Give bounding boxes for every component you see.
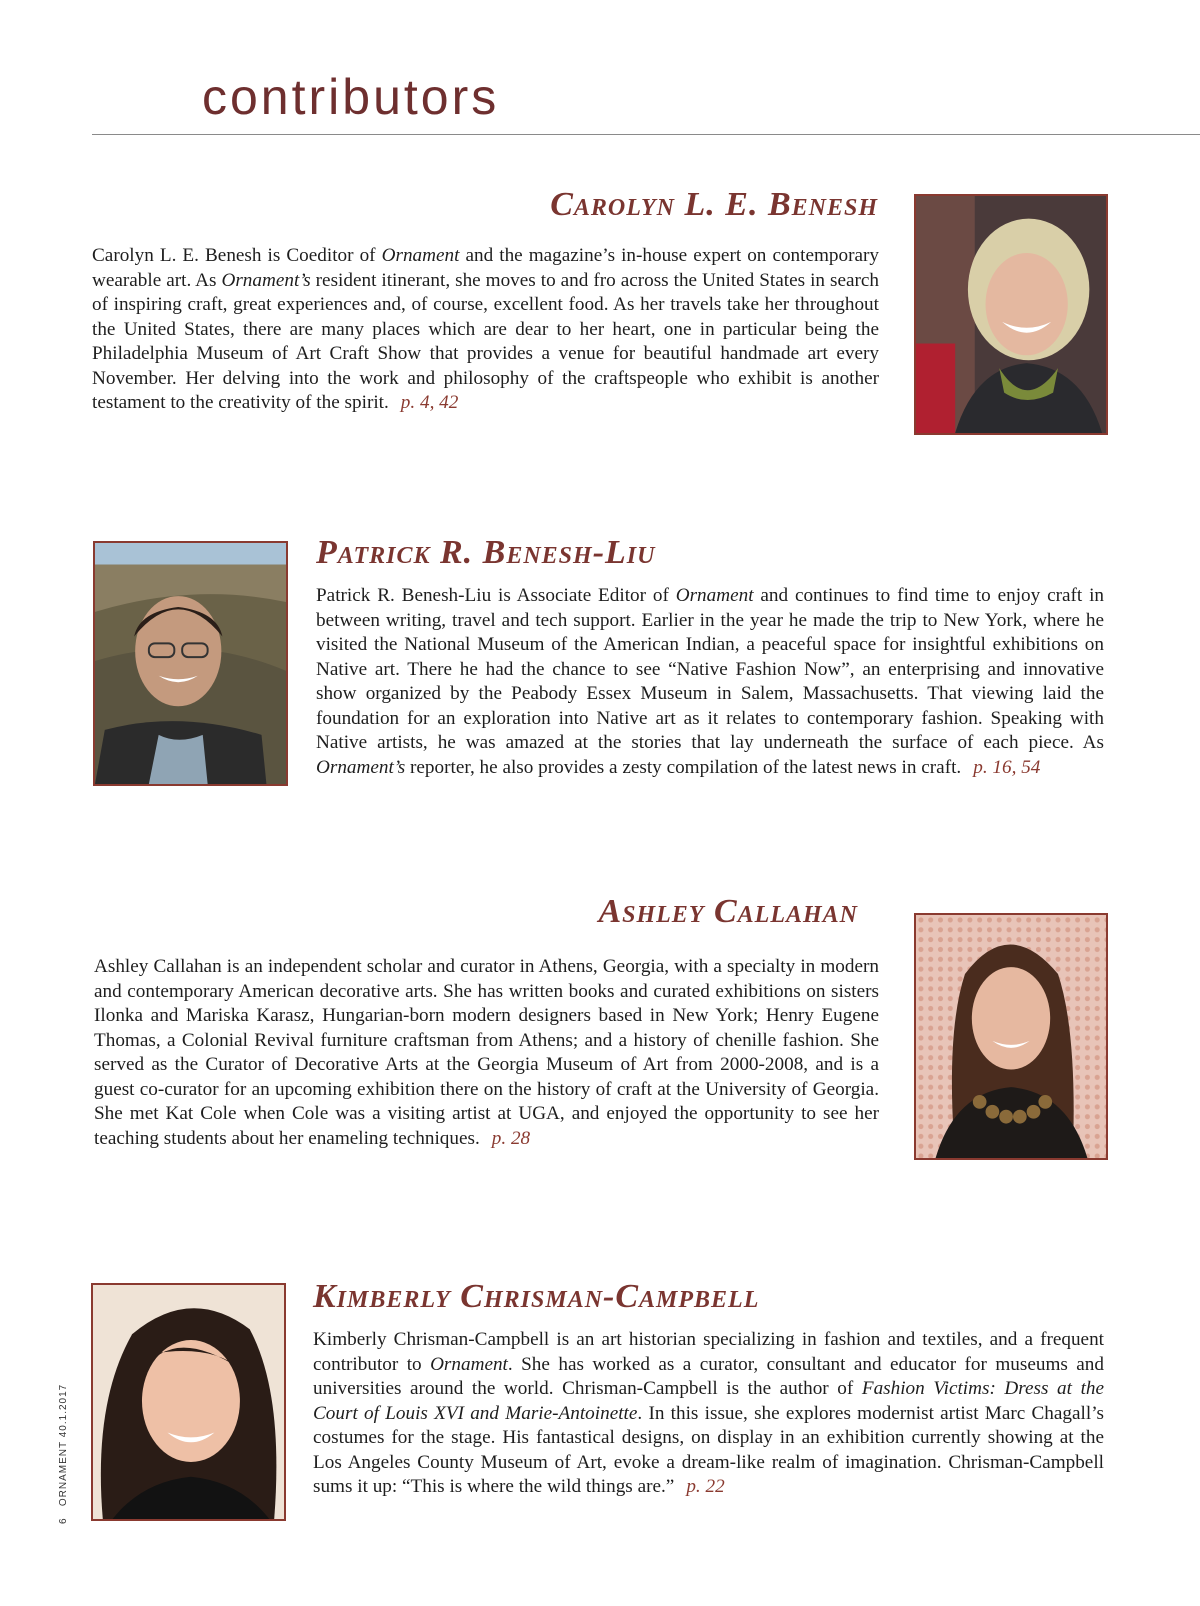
italic-text: Ornament’s	[221, 269, 311, 291]
italic-text: Ornament’s	[316, 756, 406, 778]
bio-text: and the magazine’s in-house expert on contemporary wearable art. As	[92, 245, 879, 291]
contributor-bio	[92, 244, 879, 416]
bio-text: Kimberly Chrisman-Campbell is an art historian specializing in fashion and textiles, and a frequent contributor to	[313, 1329, 1104, 1375]
italic-text: Fashion Victims: Dress at the Court of Louis XVI and Marie-Antoinette	[313, 1378, 1105, 1424]
bio-text: . In this issue, she explores modernist artist Marc Chagall’s costumes for the stage. His fantastical designs, on display in an exhibition currently showing at the Los Angeles County Museum of Art, evoke a dream-like realm of imagination. Chrisman-Campbell sums it up: “This is where the wild things are.”	[313, 1402, 1104, 1497]
contributor-name: Patrick R. Benesh-Liu	[316, 534, 656, 571]
page-reference[interactable]: p. 16, 54	[973, 756, 1041, 778]
page-folio	[58, 1384, 69, 1524]
page-number: 6	[58, 1517, 69, 1524]
bio-text: Carolyn L. E. Benesh is Coeditor of	[92, 245, 382, 266]
contributor-photo	[914, 194, 1108, 435]
bio-text: and continues to find time to enjoy craft in between writing, travel and tech support. Earlier in the year he made the trip to New York, where he visited the National Museum of the American Indian, a peaceful space for insightful exhibitions on Native art. There he had the chance to see “Native Fashion Now”, an enterprising and innovative show organized by the Peabody Essex Museum in Salem, Massachusetts. That viewing laid the foundation for an exploration into Native art as it relates to contemporary fashion. Speaking with Native artists, he was amazed at the stories that lay underneath the surface of each piece. As	[316, 585, 1105, 753]
heading-divider	[92, 134, 1200, 135]
bio-text: . She has worked as a curator, consultant and educator for museums and universities around the world. Chrisman-Campbell is the author of	[313, 1353, 1104, 1399]
contributor-photo	[91, 1283, 286, 1521]
contributor-photo	[914, 913, 1108, 1160]
bio-text: Ashley Callahan is an independent scholar and curator in Athens, Georgia, with a specialty in modern and contemporary American decorative arts. She has written books and curated exhibitions on sisters Ilonka and Mariska Karasz, Hungarian-born modern designers based in New York; Henry Eugene Thomas, a Colonial Revival furniture craftsman from Athens; and a history of chenille fashion. She served as the Curator of Decorative Arts at the Georgia Museum of Art from 2000-2008, and is a guest co-curator for an upcoming exhibition there on the history of craft at the University of Georgia. She met Kat Cole when Cole was a visiting artist at UGA, and enjoyed the opportunity to see her teaching students about her enameling techniques.	[94, 956, 879, 1149]
page-title: contributors	[202, 69, 500, 125]
italic-text: Ornament	[675, 585, 754, 606]
page-reference[interactable]: p. 4, 42	[400, 392, 459, 413]
contributor-name: Carolyn L. E. Benesh	[550, 186, 878, 223]
issue-label: ORNAMENT 40.1.2017	[58, 1383, 69, 1507]
contributor-bio	[313, 1328, 1104, 1500]
bio-text: Patrick R. Benesh-Liu is Associate Editor of	[316, 585, 676, 606]
contributor-bio	[316, 584, 1104, 780]
page-reference[interactable]: p. 22	[686, 1476, 725, 1497]
bio-text: resident itinerant, she moves to and fro across the United States in search of inspiring craft, great experiences and, of course, excellent food. As her travels take her throughout the United States, there are many places which are dear to her heart, one in particular being the Philadelphia Museum of Art Craft Show that provides a venue for beautiful handmade art every November. Her delving into the work and philosophy of the craftspeople who exhibit is another testament to the creativity of the spirit.	[92, 269, 879, 413]
contributor-name: Ashley Callahan	[598, 893, 858, 930]
bio-text: reporter, he also provides a zesty compilation of the latest news in craft.	[405, 756, 962, 778]
italic-text: Ornament	[381, 245, 460, 266]
contributor-name: Kimberly Chrisman-Campbell	[313, 1278, 760, 1315]
contributor-photo	[93, 541, 288, 786]
italic-text: Ornament	[430, 1353, 508, 1375]
contributor-bio	[94, 955, 879, 1151]
page-reference[interactable]: p. 28	[491, 1127, 531, 1149]
